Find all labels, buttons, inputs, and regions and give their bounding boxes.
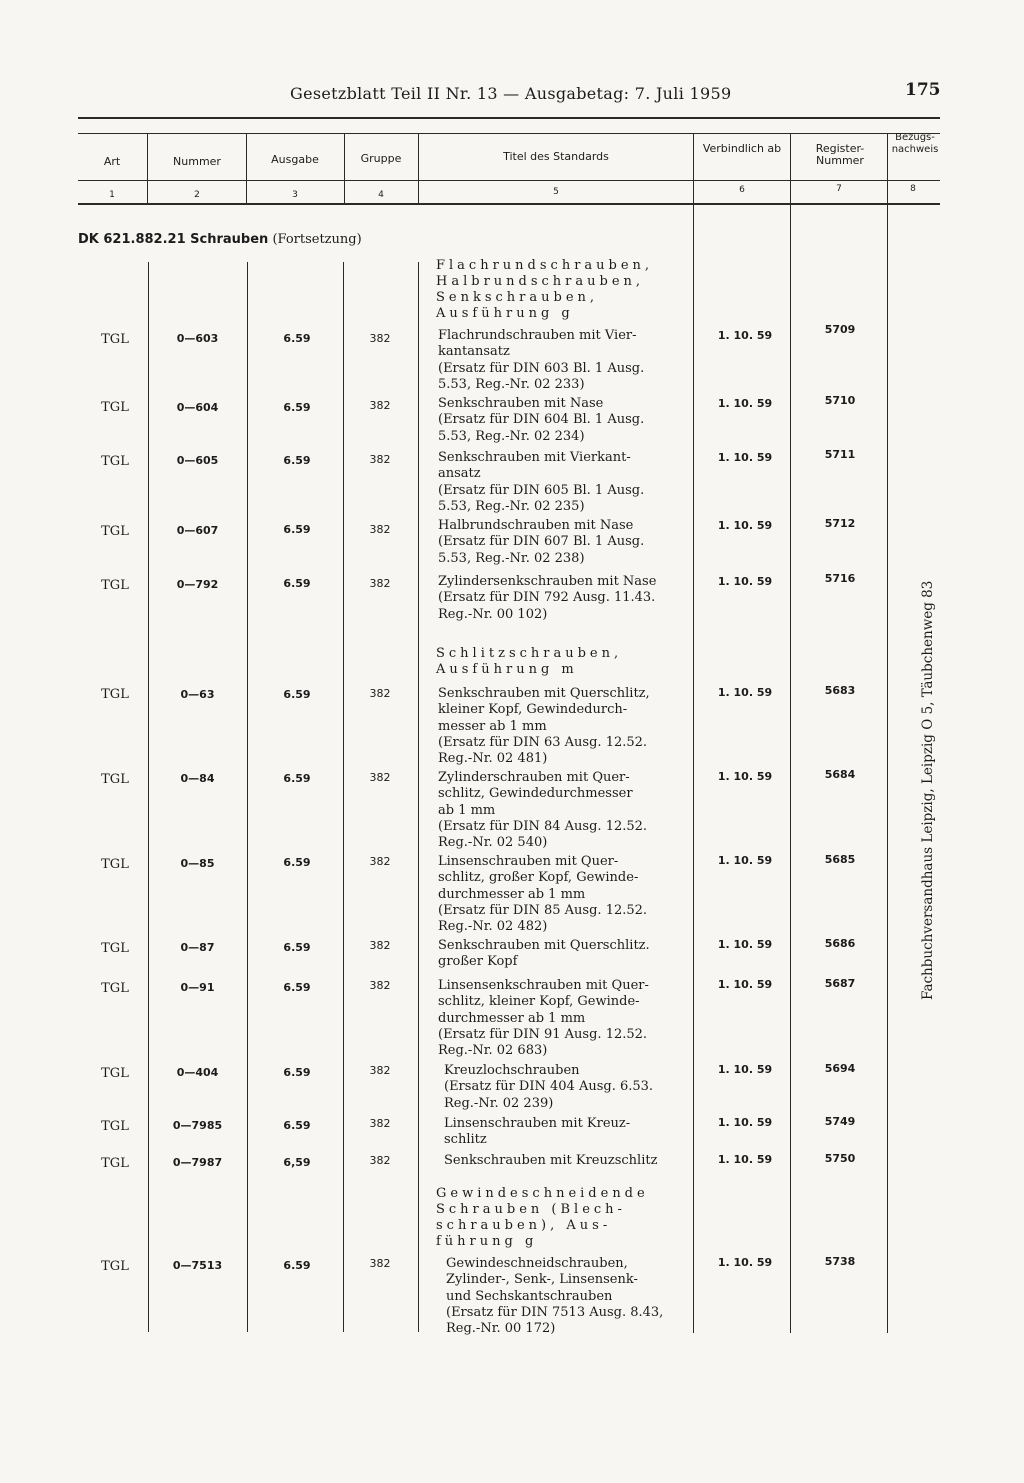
table-row (0, 937, 1024, 970)
cell-register: 5694 (824, 1062, 856, 1075)
cell-ausgabe: 6.59 (283, 454, 311, 467)
cell-gruppe: 382 (369, 771, 391, 784)
section-heading (78, 232, 362, 247)
cell-verbindlich: 1. 10. 59 (717, 1116, 773, 1129)
cell-register: 5687 (824, 977, 856, 990)
col-divider (418, 262, 419, 1332)
col-head-nummer: Nummer (173, 155, 221, 168)
cell-art: TGL (101, 524, 129, 539)
cell-ausgabe: 6.59 (283, 523, 311, 536)
table-row (0, 1255, 1024, 1337)
table-row (0, 977, 1024, 1059)
cell-gruppe: 382 (369, 1064, 391, 1077)
cell-verbindlich: 1. 10. 59 (717, 1256, 773, 1269)
cell-art: TGL (101, 332, 129, 347)
cell-verbindlich: 1. 10. 59 (717, 1063, 773, 1076)
header-rule-top (78, 133, 940, 134)
table-row (0, 1115, 1024, 1148)
cell-titel: Linsenschrauben mit Quer- schlitz, großer Kopf, Gewinde- durchmesser ab 1 mm (Ersatz für DIN 85 Ausg. 12.52. Reg.-Nr. 02 482) (438, 854, 648, 935)
group-title: Flachrundschrauben, Halbrundschrauben, Senkschrauben, Ausführung g (436, 258, 654, 321)
table-row (0, 768, 1024, 851)
table-row (0, 853, 1024, 935)
cell-register: 5749 (824, 1115, 856, 1128)
cell-register: 5712 (824, 517, 856, 530)
cell-ausgabe: 6.59 (283, 1119, 311, 1132)
cell-titel: Senkschrauben mit Kreuzschlitz (444, 1153, 658, 1168)
cell-titel: Flachrundschrauben mit Vier- kantansatz (Ersatz für DIN 603 Bl. 1 Ausg. 5.53, Reg.-Nr. 02 233) (438, 328, 645, 392)
col-head-ausgabe: Ausgabe (271, 153, 319, 166)
cell-nummer: 0—63 (180, 688, 215, 701)
cell-nummer: 0—605 (176, 454, 219, 467)
cell-titel: Linsensenkschrauben mit Quer- schlitz, kleiner Kopf, Gewinde- durchmesser ab 1 mm (Ersatz für DIN 91 Ausg. 12.52. Reg.-Nr. 02 683) (438, 978, 649, 1059)
cell-art: TGL (101, 857, 129, 872)
cell-register: 5711 (824, 448, 856, 461)
cell-register: 5685 (824, 853, 856, 866)
table-row (0, 394, 1024, 444)
cell-nummer: 0—404 (176, 1066, 219, 1079)
col-head-register: Register-Nummer (815, 142, 865, 167)
cell-gruppe: 382 (369, 577, 391, 590)
col-divider (247, 262, 248, 1332)
cell-titel: Senkschrauben mit Nase (Ersatz für DIN 604 Bl. 1 Ausg. 5.53, Reg.-Nr. 02 234) (438, 396, 645, 444)
cell-verbindlich: 1. 10. 59 (717, 686, 773, 699)
col-num: 3 (292, 190, 298, 200)
col-num: 7 (836, 184, 842, 194)
cell-nummer: 0—87 (180, 941, 215, 954)
col-divider (148, 262, 149, 1332)
col-num: 5 (553, 187, 559, 197)
cell-gruppe: 382 (369, 687, 391, 700)
cell-verbindlich: 1. 10. 59 (717, 854, 773, 867)
table-row (0, 1062, 1024, 1111)
cell-register: 5710 (824, 394, 856, 407)
cell-titel: Kreuzlochschrauben (Ersatz für DIN 404 Ausg. 6.53. Reg.-Nr. 02 239) (444, 1063, 654, 1111)
cell-nummer: 0—607 (176, 524, 219, 537)
cell-verbindlich: 1. 10. 59 (717, 397, 773, 410)
col-num: 8 (910, 184, 916, 194)
cell-titel: Linsenschrauben mit Kreuz- schlitz (444, 1116, 631, 1148)
cell-nummer: 0—84 (180, 772, 215, 785)
cell-gruppe: 382 (369, 453, 391, 466)
cell-art: TGL (101, 687, 129, 702)
cell-titel: Zylinderschrauben mit Quer- schlitz, Gewindedurchmesser ab 1 mm (Ersatz für DIN 84 Ausg. 12.52. Reg.-Nr. 02 540) (438, 770, 648, 851)
cell-titel: Senkschrauben mit Vierkant- ansatz (Ersatz für DIN 605 Bl. 1 Ausg. 5.53, Reg.-Nr. 02 235) (438, 450, 645, 514)
cell-ausgabe: 6.59 (283, 772, 311, 785)
col-head-gruppe: Gruppe (360, 152, 402, 165)
cell-verbindlich: 1. 10. 59 (717, 978, 773, 991)
cell-art: TGL (101, 578, 129, 593)
cell-art: TGL (101, 454, 129, 469)
cell-nummer: 0—7985 (172, 1119, 223, 1132)
section-code: DK 621.882.21 Schrauben (78, 232, 269, 247)
col-num: 6 (739, 185, 745, 195)
col-head-verbindlich: Verbindlich ab (702, 142, 782, 155)
cell-verbindlich: 1. 10. 59 (717, 575, 773, 588)
table-row (0, 572, 1024, 622)
cell-verbindlich: 1. 10. 59 (717, 938, 773, 951)
page-header-title: Gesetzblatt Teil II Nr. 13 — Ausgabetag: 7. Juli 1959 (290, 84, 732, 103)
header-rule-bottom (78, 203, 940, 205)
cell-art: TGL (101, 1259, 129, 1274)
cell-titel: Senkschrauben mit Querschlitz. großer Kopf (438, 938, 650, 970)
cell-nummer: 0—7987 (172, 1156, 223, 1169)
side-note-publisher: Fachbuchversandhaus Leipzig, Leipzig O 5, Täubchenweg 83 (920, 580, 936, 1000)
col-head-titel: Titel des Standards (503, 150, 609, 163)
cell-ausgabe: 6.59 (283, 401, 311, 414)
group-title: Schlitzschrauben, Ausführung m (436, 646, 623, 677)
cell-ausgabe: 6.59 (283, 1259, 311, 1272)
cell-verbindlich: 1. 10. 59 (717, 519, 773, 532)
cell-gruppe: 382 (369, 855, 391, 868)
table-row (0, 1152, 1024, 1171)
cell-art: TGL (101, 941, 129, 956)
cell-register: 5716 (824, 572, 856, 585)
cell-verbindlich: 1. 10. 59 (717, 451, 773, 464)
table-row (0, 517, 1024, 566)
col-divider (790, 133, 791, 1333)
cell-art: TGL (101, 1156, 129, 1171)
col-num: 2 (194, 190, 200, 200)
cell-art: TGL (101, 1119, 129, 1134)
cell-ausgabe: 6.59 (283, 688, 311, 701)
section-suffix: (Fortsetzung) (272, 232, 362, 247)
cell-register: 5684 (824, 768, 856, 781)
cell-ausgabe: 6.59 (283, 941, 311, 954)
col-divider (343, 262, 344, 1332)
cell-ausgabe: 6.59 (283, 856, 311, 869)
cell-titel: Senkschrauben mit Querschlitz, kleiner Kopf, Gewindedurch- messer ab 1 mm (Ersatz für DIN 63 Ausg. 12.52. Reg.-Nr. 02 481) (438, 686, 650, 767)
cell-verbindlich: 1. 10. 59 (717, 329, 773, 342)
table-row (0, 323, 1024, 392)
cell-gruppe: 382 (369, 332, 391, 345)
header-rule-mid (78, 180, 940, 181)
cell-art: TGL (101, 1066, 129, 1081)
cell-verbindlich: 1. 10. 59 (717, 770, 773, 783)
cell-art: TGL (101, 981, 129, 996)
cell-register: 5750 (824, 1152, 856, 1165)
cell-ausgabe: 6.59 (283, 981, 311, 994)
cell-register: 5709 (824, 323, 856, 336)
table-row (0, 684, 1024, 767)
col-head-bezug: Bezugs-nachweis (891, 132, 939, 155)
cell-gruppe: 382 (369, 1117, 391, 1130)
cell-register: 5683 (824, 684, 856, 697)
cell-gruppe: 382 (369, 1154, 391, 1167)
table-row (0, 448, 1024, 514)
page-number: 175 (905, 80, 941, 100)
cell-register: 5738 (824, 1255, 856, 1268)
cell-ausgabe: 6.59 (283, 577, 311, 590)
cell-nummer: 0—792 (176, 578, 219, 591)
cell-nummer: 0—603 (176, 332, 219, 345)
col-num: 1 (109, 190, 115, 200)
cell-art: TGL (101, 772, 129, 787)
cell-gruppe: 382 (369, 939, 391, 952)
cell-titel: Halbrundschrauben mit Nase (Ersatz für DIN 607 Bl. 1 Ausg. 5.53, Reg.-Nr. 02 238) (438, 518, 645, 566)
cell-titel: Gewindeschneidschrauben, Zylinder-, Senk-, Linsensenk- und Sechskantschrauben (Ersatz für DIN 7513 Ausg. 8.43, Reg.-Nr. 00 172) (446, 1256, 664, 1337)
col-divider (887, 133, 888, 1333)
cell-art: TGL (101, 400, 129, 415)
cell-ausgabe: 6,59 (283, 1156, 311, 1169)
cell-register: 5686 (824, 937, 856, 950)
cell-nummer: 0—91 (180, 981, 215, 994)
cell-ausgabe: 6.59 (283, 332, 311, 345)
col-head-art: Art (103, 155, 121, 168)
top-rule (78, 117, 940, 119)
cell-verbindlich: 1. 10. 59 (717, 1153, 773, 1166)
group-title: Gewindeschneidende Schrauben (Blech- schrauben), Aus- führung g (436, 1186, 649, 1249)
cell-nummer: 0—7513 (172, 1259, 223, 1272)
cell-gruppe: 382 (369, 523, 391, 536)
cell-nummer: 0—85 (180, 857, 215, 870)
cell-gruppe: 382 (369, 1257, 391, 1270)
cell-gruppe: 382 (369, 399, 391, 412)
cell-nummer: 0—604 (176, 401, 219, 414)
cell-ausgabe: 6.59 (283, 1066, 311, 1079)
cell-gruppe: 382 (369, 979, 391, 992)
cell-titel: Zylindersenkschrauben mit Nase (Ersatz für DIN 792 Ausg. 11.43. Reg.-Nr. 00 102) (438, 574, 657, 622)
col-num: 4 (378, 190, 384, 200)
